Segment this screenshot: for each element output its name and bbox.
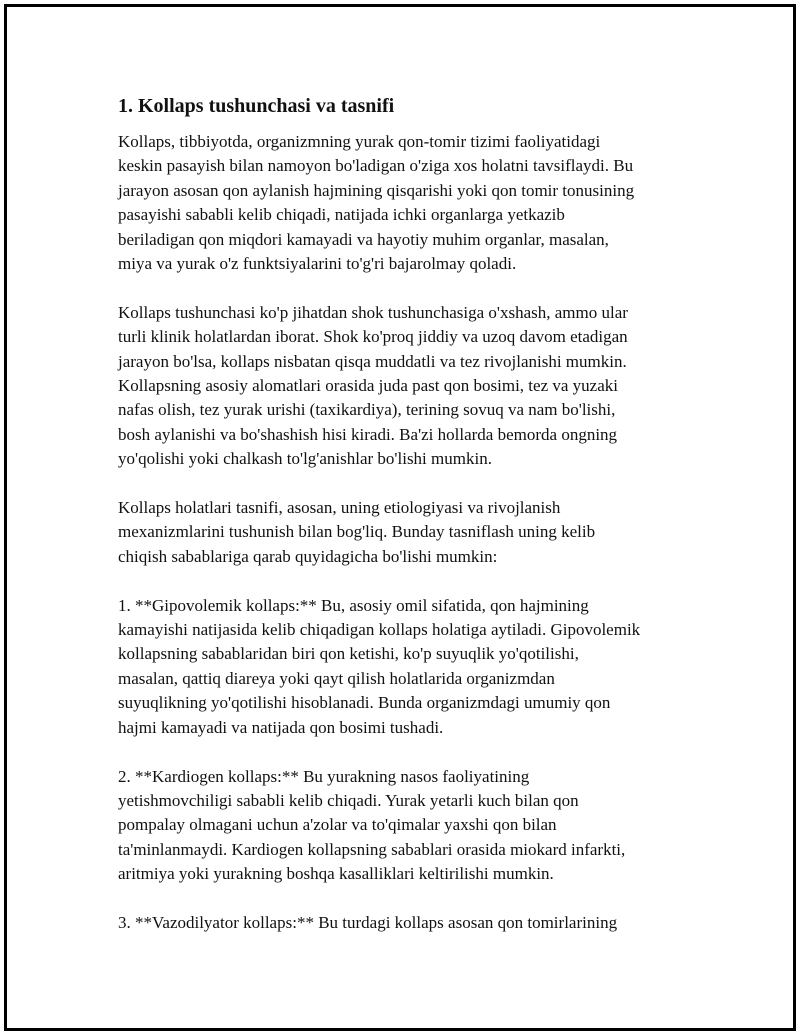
section-heading: 1. Kollaps tushunchasi va tasnifi: [118, 95, 395, 117]
list-item-hypovolemic: 1. **Gipovolemik kollaps:** Bu, asosiy omil sifatida, qon hajmining kamayishi natijasida kelib chiqadigan kollaps holatiga aytiladi. Gipovolemik kollapsning sabablaridan biri qon ketishi, ko'p suyuqlik yo'qotilishi, masalan, qattiq diareya yoki qayt qilish holatlarida organizmdan suyuqlikning yo'qotilishi hisoblanadi. Bunda organizmdagi umumiy qon hajmi kamayadi va natijada qon bosimi tushadi.: [118, 595, 641, 737]
document-body: [118, 94, 688, 960]
paragraph-shock-comparison: Kollaps tushunchasi ko'p jihatdan shok tushunchasiga o'xshash, ammo ular turli klinik holatlardan iborat. Shok ko'proq jiddiy va uzoq davom etadigan jarayon bo'lsa, kollaps nisbatan qisqa muddatli va tez rivojlanishi mumkin. Kollapsning asosiy alomatlari orasida juda past qon bosimi, tez va yuzaki nafas olish, tez yurak urishi (taxikardiya), terining sovuq va nam bo'lishi, bosh aylanishi va bo'shashish hisi kiradi. Ba'zi hollarda bemorda ongning yo'qolishi yoki chalkash to'lg'anishlar bo'lishi mumkin.: [118, 302, 628, 469]
list-item-cardiogenic: 2. **Kardiogen kollaps:** Bu yurakning nasos faoliyatining yetishmovchiligi sababli kelib chiqadi. Yurak yetarli kuch bilan qon pompalay olmagani uchun a'zolar va to'qimalar yaxshi qon bilan ta'minlanmaydi. Kardiogen kollapsning sabablari orasida miokard infarkti, aritmiya yoki yurakning boshqa kasalliklari keltirilishi mumkin.: [118, 766, 626, 884]
paragraph-classification-intro: Kollaps holatlari tasnifi, asosan, uning etiologiyasi va rivojlanish mexanizmlarini tushunish bilan bog'liq. Bunday tasniflash uning kelib chiqish sabablariga qarab quyidagicha bo'lishi mumkin:: [118, 498, 596, 566]
paragraph-definition: Kollaps, tibbiyotda, organizmning yurak qon-tomir tizimi faoliyatidagi keskin pasayish bilan namoyon bo'ladigan o'ziga xos holatni tavsiflaydi. Bu jarayon asosan qon aylanish hajmining qisqarishi yoki qon tomir tonusining pasayishi sababli kelib chiqadi, natijada ichki organlarga yetkazib beriladigan qon miqdori kamayadi va hayotiy muhim organlar, masalan, miya va yurak o'z funktsiyalarini to'g'ri bajarolmay qoladi.: [118, 132, 635, 274]
list-item-vasodilator: 3. **Vazodilyator kollaps:** Bu turdagi kollaps asosan qon tomirlarining: [118, 912, 618, 932]
